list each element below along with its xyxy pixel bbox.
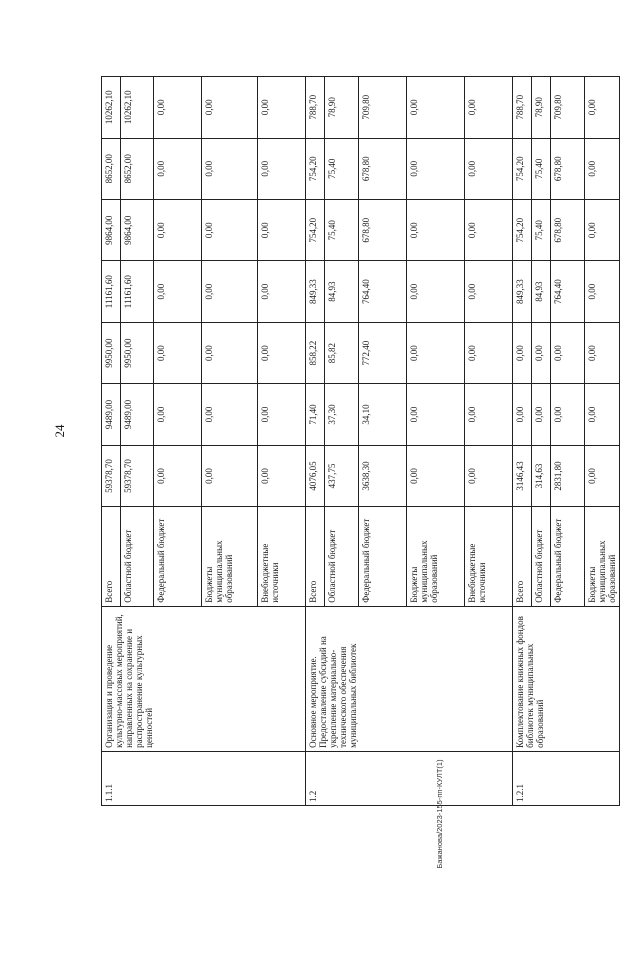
value-cell: 709,80	[359, 77, 407, 139]
value-cell: 84,93	[325, 261, 359, 322]
value-cell: 2831,80	[551, 445, 585, 506]
item-code: 1.2.1	[513, 751, 620, 805]
document-id: Бажанова/2023-155-пп-КУЛТ(1)	[435, 759, 444, 869]
value-cell: 0,00	[154, 77, 202, 139]
value-cell: 0,00	[465, 445, 513, 506]
table-row	[306, 77, 325, 806]
value-cell: 34,10	[359, 384, 407, 445]
funding-source: Всего	[306, 507, 325, 607]
item-name: Основное мероприятие. Предоставление субсидий на укрепление материально-технического обеспечения муниципальных библиотек	[306, 606, 513, 751]
table-body	[102, 77, 620, 806]
value-cell: 8652,00	[102, 138, 121, 199]
value-cell: 11161,60	[121, 261, 154, 322]
value-cell: 314,63	[532, 445, 551, 506]
value-cell: 8652,00	[121, 138, 154, 199]
value-cell: 0,00	[551, 384, 585, 445]
value-cell: 59378,70	[121, 445, 154, 506]
value-cell: 772,40	[359, 322, 407, 383]
value-cell: 0,00	[465, 138, 513, 199]
value-cell: 59378,70	[102, 445, 121, 506]
value-cell: 0,00	[585, 77, 620, 139]
budget-table	[101, 76, 620, 806]
value-cell: 0,00	[154, 138, 202, 199]
value-cell: 11161,60	[102, 261, 121, 322]
value-cell: 849,33	[306, 261, 325, 322]
value-cell: 9489,00	[102, 384, 121, 445]
value-cell: 0,00	[465, 322, 513, 383]
value-cell: 85,82	[325, 322, 359, 383]
value-cell: 437,75	[325, 445, 359, 506]
table-row	[513, 77, 532, 806]
value-cell: 0,00	[202, 199, 258, 260]
value-cell: 0,00	[532, 384, 551, 445]
funding-source: Всего	[513, 507, 532, 607]
item-code: 1.1.1	[102, 751, 306, 805]
value-cell: 3638,30	[359, 445, 407, 506]
item-name: Комплектование книжных фондов библиотек муниципальных образований	[513, 606, 620, 751]
page-number: 24	[52, 424, 67, 438]
funding-source: Бюджеты муниципальных образований	[585, 507, 620, 607]
value-cell: 37,30	[325, 384, 359, 445]
value-cell: 10262,10	[121, 77, 154, 139]
value-cell: 0,00	[585, 199, 620, 260]
value-cell: 9864,00	[102, 199, 121, 260]
value-cell: 0,00	[407, 138, 465, 199]
funding-source: Областной бюджет	[121, 507, 154, 607]
value-cell: 0,00	[258, 384, 306, 445]
value-cell: 0,00	[202, 445, 258, 506]
value-cell: 71,40	[306, 384, 325, 445]
funding-source: Федеральный бюджет	[551, 507, 585, 607]
value-cell: 0,00	[465, 384, 513, 445]
value-cell: 9489,00	[121, 384, 154, 445]
value-cell: 0,00	[585, 138, 620, 199]
value-cell: 0,00	[258, 322, 306, 383]
value-cell: 0,00	[154, 445, 202, 506]
value-cell: 0,00	[154, 199, 202, 260]
value-cell: 0,00	[202, 261, 258, 322]
value-cell: 0,00	[407, 77, 465, 139]
value-cell: 75,40	[325, 199, 359, 260]
value-cell: 764,40	[551, 261, 585, 322]
value-cell: 0,00	[585, 445, 620, 506]
funding-source: Федеральный бюджет	[154, 507, 202, 607]
funding-source: Федеральный бюджет	[359, 507, 407, 607]
value-cell: 754,20	[306, 138, 325, 199]
item-name: Организация и проведение культурно-массовых мероприятий, направленных на сохранение и распространение культурных ценностей	[102, 606, 306, 751]
value-cell: 0,00	[465, 261, 513, 322]
value-cell: 788,70	[306, 77, 325, 139]
value-cell: 0,00	[154, 384, 202, 445]
value-cell: 0,00	[585, 384, 620, 445]
value-cell: 0,00	[258, 138, 306, 199]
value-cell: 75,40	[532, 138, 551, 199]
value-cell: 9950,00	[121, 322, 154, 383]
value-cell: 0,00	[585, 322, 620, 383]
value-cell: 0,00	[513, 322, 532, 383]
value-cell: 678,80	[551, 138, 585, 199]
value-cell: 754,20	[513, 138, 532, 199]
value-cell: 678,80	[359, 199, 407, 260]
item-code: 1.2	[306, 751, 513, 805]
value-cell: 754,20	[306, 199, 325, 260]
value-cell: 858,22	[306, 322, 325, 383]
value-cell: 0,00	[407, 322, 465, 383]
funding-source: Бюджеты муниципальных образований	[202, 507, 258, 607]
value-cell: 0,00	[407, 261, 465, 322]
value-cell: 678,80	[551, 199, 585, 260]
value-cell: 0,00	[258, 261, 306, 322]
value-cell: 10262,10	[102, 77, 121, 139]
funding-source: Внебюджетные источники	[258, 507, 306, 607]
value-cell: 0,00	[532, 322, 551, 383]
rotated-table-container	[101, 76, 618, 806]
value-cell: 0,00	[202, 77, 258, 139]
funding-source: Внебюджетные источники	[465, 507, 513, 607]
funding-source: Бюджеты муниципальных образований	[407, 507, 465, 607]
value-cell: 0,00	[154, 322, 202, 383]
value-cell: 84,93	[532, 261, 551, 322]
value-cell: 75,40	[325, 138, 359, 199]
value-cell: 764,40	[359, 261, 407, 322]
funding-source: Областной бюджет	[325, 507, 359, 607]
value-cell: 0,00	[585, 261, 620, 322]
value-cell: 709,80	[551, 77, 585, 139]
value-cell: 0,00	[407, 445, 465, 506]
table-row	[102, 77, 121, 806]
value-cell: 0,00	[258, 445, 306, 506]
value-cell: 0,00	[154, 261, 202, 322]
value-cell: 0,00	[407, 199, 465, 260]
value-cell: 0,00	[465, 199, 513, 260]
value-cell: 75,40	[532, 199, 551, 260]
value-cell: 788,70	[513, 77, 532, 139]
value-cell: 9864,00	[121, 199, 154, 260]
value-cell: 0,00	[407, 384, 465, 445]
value-cell: 0,00	[513, 384, 532, 445]
funding-source: Всего	[102, 507, 121, 607]
value-cell: 678,80	[359, 138, 407, 199]
value-cell: 0,00	[202, 138, 258, 199]
value-cell: 3146,43	[513, 445, 532, 506]
funding-source: Областной бюджет	[532, 507, 551, 607]
value-cell: 0,00	[551, 322, 585, 383]
value-cell: 0,00	[202, 322, 258, 383]
value-cell: 849,33	[513, 261, 532, 322]
value-cell: 4076,05	[306, 445, 325, 506]
value-cell: 0,00	[465, 77, 513, 139]
value-cell: 754,20	[513, 199, 532, 260]
value-cell: 78,90	[325, 77, 359, 139]
value-cell: 78,90	[532, 77, 551, 139]
value-cell: 0,00	[202, 384, 258, 445]
value-cell: 0,00	[258, 77, 306, 139]
value-cell: 0,00	[258, 199, 306, 260]
value-cell: 9950,00	[102, 322, 121, 383]
